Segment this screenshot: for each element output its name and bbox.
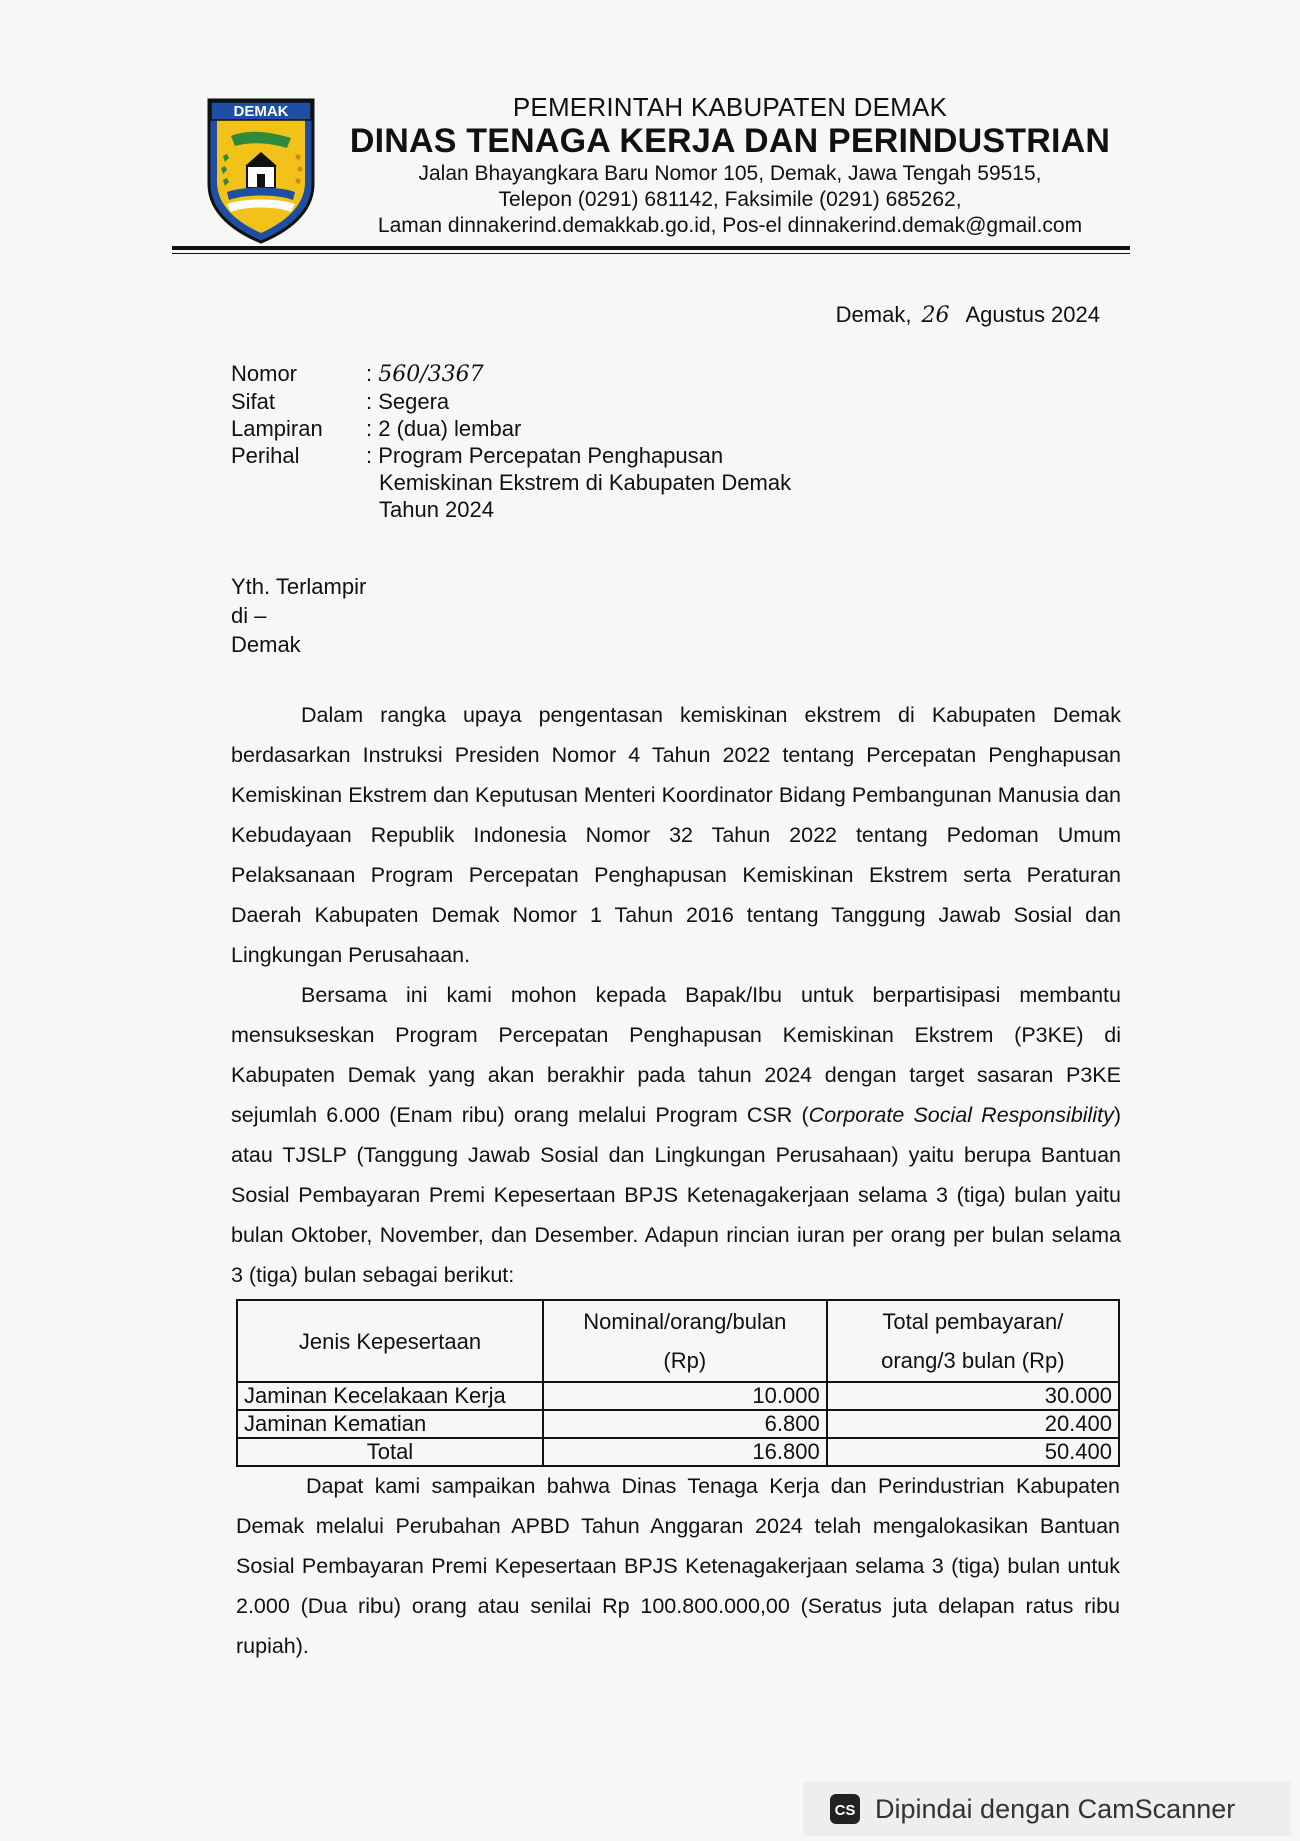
header-nominal xyxy=(543,1300,827,1382)
meta-colon: : xyxy=(366,361,379,386)
letterhead-phone: Telepon (0291) 681142, Faksimile (0291) 685262, xyxy=(498,188,962,211)
cell-jenis-total: Total xyxy=(237,1438,543,1466)
header-total-line-2: orang/3 bulan (Rp) xyxy=(881,1348,1065,1373)
camscanner-icon-text: CS xyxy=(834,1802,856,1819)
paragraph-3: Dapat kami sampaikan bahwa Dinas Tenaga Kerja dan Perindustrian Kabupaten Demak melalui Perubahan APBD Tahun Anggaran 2024 telah mengalokasikan Bantuan Sosial Pembayaran Premi Kepesertaan BPJS Ketenagakerjaan selama 3 (tiga) bulan untuk 2.000 (Dua ribu) orang atau senilai Rp 100.800.000,00 (Seratus juta delapan ratus ribu rupiah). xyxy=(236,1474,1120,1658)
contribution-table xyxy=(236,1299,1120,1467)
table-total-row xyxy=(237,1438,1119,1466)
logo-text: DEMAK xyxy=(233,103,289,120)
paragraph-2-italic: Corporate Social Responsibility xyxy=(808,1103,1114,1127)
meta-lampiran xyxy=(231,415,791,442)
meta-sifat-label: Sifat xyxy=(231,389,276,414)
cell-nominal-total: 16.800 xyxy=(543,1438,827,1466)
meta-perihal-value-3: Tahun 2024 xyxy=(379,497,494,522)
meta-sifat-value: : Segera xyxy=(366,389,450,414)
letter-meta xyxy=(231,360,791,523)
meta-perihal-label: Perihal xyxy=(231,443,300,468)
date-place: Demak, xyxy=(835,302,912,327)
meta-nomor-handwritten: 560/3367 xyxy=(378,362,484,387)
cell-nominal: 6.800 xyxy=(543,1410,827,1438)
meta-sifat xyxy=(231,388,791,415)
letterhead-web-email: Laman dinnakerind.demakkab.go.id, Pos-el dinnakerind.demak@gmail.com xyxy=(377,214,1083,237)
date-day-handwritten: 26 xyxy=(921,303,950,328)
header-total xyxy=(827,1300,1119,1382)
meta-perihal-value-1: : Program Percepatan Penghapusan xyxy=(366,443,724,468)
addressee-line-2: di – xyxy=(231,603,267,628)
paragraph-2-part-a: Bersama ini kami mohon kepada Bapak/Ibu untuk berpartisipasi membantu mensukseskan Program Percepatan Penghapusan Kemiskinan Ekstrem (P3KE) di Kabupaten Demak yang akan berakhir pada tahun 2024 dengan target sasaran P3KE sejumlah 6.000 (Enam ribu) orang melalui Program CSR ( xyxy=(231,983,1121,1127)
cell-jenis: Jaminan Kecelakaan Kerja xyxy=(237,1382,543,1410)
paragraph-1: Dalam rangka upaya pengentasan kemiskinan ekstrem di Kabupaten Demak berdasarkan Instruksi Presiden Nomor 4 Tahun 2022 tentang Percepatan Penghapusan Kemiskinan Ekstrem dan Keputusan Menteri Koordinator Bidang Pembangunan Manusia dan Kebudayaan Republik Indonesia Nomor 32 Tahun 2022 tentang Pedoman Umum Pelaksanaan Program Percepatan Penghapusan Kemiskinan Ekstrem serta Peraturan Daerah Kabupaten Demak Nomor 1 Tahun 2016 tentang Tanggung Jawab Sosial dan Lingkungan Perusahaan. xyxy=(231,703,1121,967)
cell-nominal: 10.000 xyxy=(543,1382,827,1410)
meta-nomor-label: Nomor xyxy=(231,361,298,386)
table-row xyxy=(237,1410,1119,1438)
camscanner-text: Dipindai dengan CamScanner xyxy=(875,1793,1236,1824)
letterhead-address: Jalan Bhayangkara Baru Nomor 105, Demak, Jawa Tengah 59515, xyxy=(418,162,1042,185)
meta-perihal xyxy=(231,442,791,469)
paragraph-2-part-b: ) atau TJSLP (Tanggung Jawab Sosial dan Lingkungan Perusahaan) yaitu berupa Bantuan Sosial Pembayaran Premi Kepesertaan BPJS Ketenagakerjaan selama 3 (tiga) bulan yaitu bulan Oktober, November, dan Desember. Adapun rincian iuran per orang per bulan selama 3 (tiga) bulan sebagai berikut: xyxy=(231,1103,1121,1287)
header-total-line-1: Total pembayaran/ xyxy=(882,1309,1064,1334)
header-nominal-line-1: Nominal/orang/bulan xyxy=(583,1309,787,1334)
cell-total-total: 50.400 xyxy=(827,1438,1119,1466)
addressee xyxy=(231,572,366,659)
meta-perihal-value-2: Kemiskinan Ekstrem di Kabupaten Demak xyxy=(379,470,792,495)
cell-jenis: Jaminan Kematian xyxy=(237,1410,543,1438)
addressee-line-1: Yth. Terlampir xyxy=(231,574,367,599)
paragraph-2 xyxy=(231,975,1121,1295)
meta-lampiran-label: Lampiran xyxy=(231,416,323,441)
meta-lampiran-value: : 2 (dua) lembar xyxy=(366,416,522,441)
letterhead-divider-thin xyxy=(172,253,1130,254)
cell-total: 30.000 xyxy=(827,1382,1119,1410)
addressee-line-3: Demak xyxy=(231,632,301,657)
camscanner-watermark xyxy=(803,1782,1291,1836)
demak-regency-logo xyxy=(205,96,317,246)
letterhead-government: PEMERINTAH KABUPATEN DEMAK xyxy=(512,92,948,122)
letterhead-divider xyxy=(172,246,1130,250)
camscanner-icon xyxy=(829,1793,861,1825)
date-month-year: Agustus 2024 xyxy=(965,302,1100,327)
header-jenis: Jenis Kepesertaan xyxy=(237,1300,543,1382)
table-header-row xyxy=(237,1300,1119,1382)
meta-nomor-value xyxy=(366,360,791,388)
letter-date xyxy=(836,302,1100,328)
header-nominal-line-2: (Rp) xyxy=(663,1348,707,1373)
cell-total: 20.400 xyxy=(827,1410,1119,1438)
meta-nomor xyxy=(231,360,791,388)
letterhead-agency: DINAS TENAGA KERJA DAN PERINDUSTRIAN xyxy=(349,122,1111,160)
table-row xyxy=(237,1382,1119,1410)
